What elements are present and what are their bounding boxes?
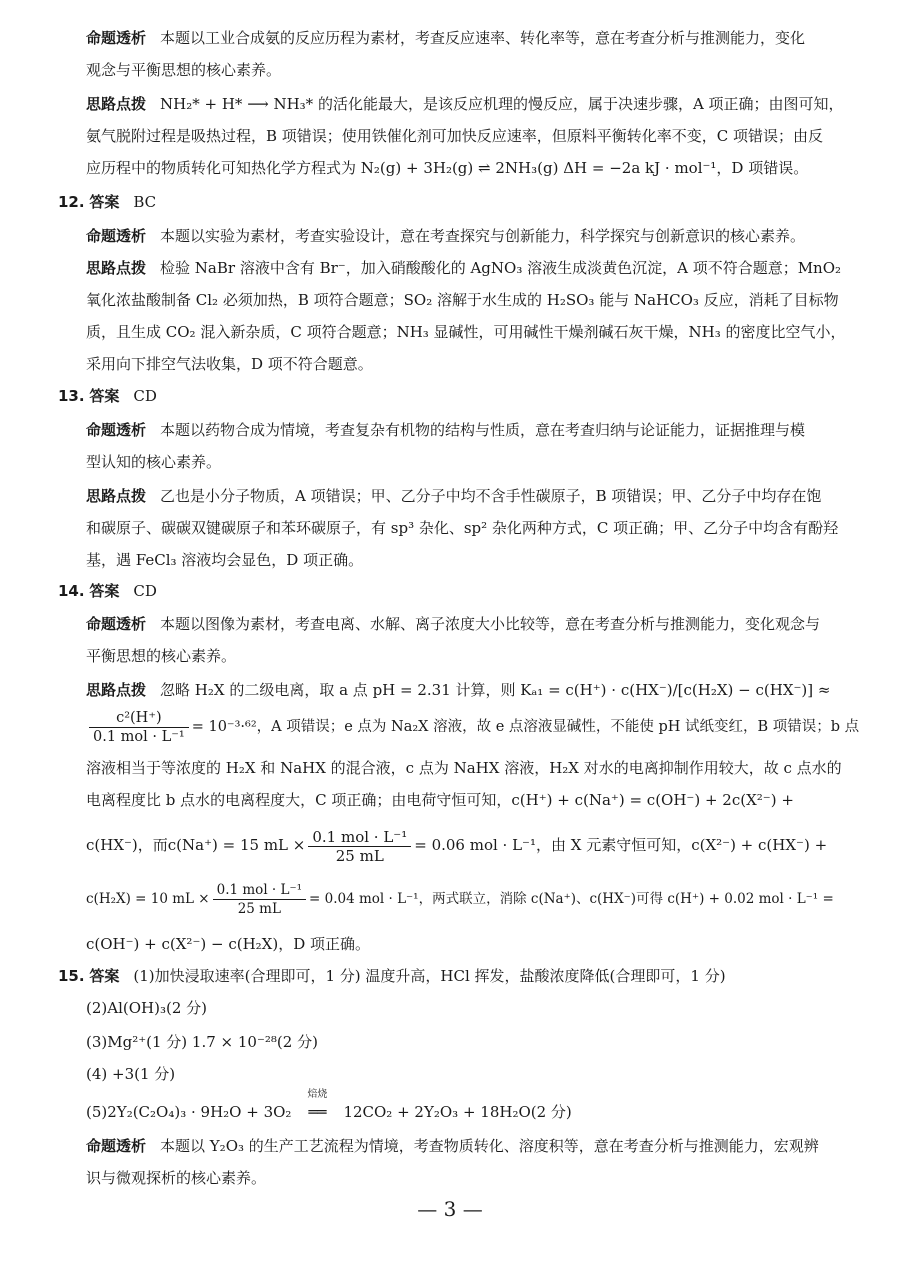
equals-sign: ══	[308, 1103, 327, 1121]
answer-value: CD	[133, 387, 157, 405]
page-number: — 3 —	[417, 1197, 483, 1221]
line-text: 和碳原子、碳碳双键碳原子和苯环碳原子，有 sp³ 杂化、sp² 杂化两种方式，C 项正确；甲、乙分子中均含有酚羟	[86, 519, 839, 537]
text-line	[86, 354, 373, 374]
section-label: 命题透析	[86, 615, 147, 633]
line-text: 观念与平衡思想的核心素养。	[86, 61, 282, 79]
question-13-answer	[58, 386, 157, 406]
line-text-after: = 0.06 mol · L⁻¹，由 X 元素守恒可知，c(X²⁻) + c(HX⁻) +	[414, 836, 828, 854]
line-text: NH₂* + H* ⟶ NH₃* 的活化能最大，是该反应机理的慢反应，属于决速步骤，A 项正确；由图可知，	[160, 95, 844, 113]
section-label: 思路点拨	[86, 681, 147, 699]
formula-line	[86, 826, 827, 865]
line-text: (3)Mg²⁺(1 分) 1.7 × 10⁻²⁸(2 分)	[86, 1033, 318, 1051]
text-line	[86, 790, 794, 810]
line-text: = 10⁻³·⁶²，A 项错误；e 点为 Na₂X 溶液，故 e 点溶液显碱性，不能使 pH 试纸变红，B 项错误；b 点	[191, 719, 860, 735]
line-text: 本题以实验为素材，考查实验设计，意在考查探究与创新能力，科学探究与创新意识的核心素养。	[160, 227, 806, 245]
text-line	[86, 1168, 266, 1188]
text-line	[86, 1064, 175, 1084]
answer-value: (1)加快浸取速率(合理即可，1 分) 温度升高，HCl 挥发，盐酸浓度降低(合理即可，1 分)	[133, 967, 726, 985]
line-text: 检验 NaBr 溶液中含有 Br⁻，加入硝酸酸化的 AgNO₃ 溶液生成淡黄色沉淀，A 项不符合题意；MnO₂	[160, 259, 842, 277]
fraction	[89, 709, 189, 746]
line-text: 型认知的核心素养。	[86, 453, 222, 471]
text-line	[86, 60, 281, 80]
line-text: 质，且生成 CO₂ 混入新杂质，C 项符合题意；NH₃ 显碱性，可用碱性干燥剂碱石灰干燥，NH₃ 的密度比空气小，	[86, 323, 846, 341]
formula-line	[86, 708, 859, 746]
text-line	[86, 550, 363, 570]
fraction-numerator: 0.1 mol · L⁻¹	[213, 881, 306, 900]
text-line	[86, 226, 805, 246]
answer-label: 答案	[89, 387, 120, 405]
reaction-condition: 焙烧	[307, 1089, 328, 1100]
text-line	[86, 518, 838, 538]
section-label: 命题透析	[86, 227, 147, 245]
line-text: 平衡思想的核心素养。	[86, 647, 237, 665]
text-line	[86, 614, 820, 634]
line-text: 乙也是小分子物质，A 项错误；甲、乙分子中均不含手性碳原子，B 项错误；甲、乙分子中均存在饱	[160, 487, 822, 505]
question-number: 12.	[58, 193, 85, 211]
fraction-numerator: c²(H⁺)	[89, 709, 189, 728]
line-text: 本题以图像为素材，考查电离、水解、离子浓度大小比较等，意在考查分析与推测能力，变化观念与	[160, 615, 821, 633]
text-line	[86, 998, 207, 1018]
answer-label: 答案	[89, 967, 120, 985]
text-line	[86, 680, 830, 700]
line-text: 识与微观探析的核心素养。	[86, 1169, 267, 1187]
reaction-equation-line	[86, 1089, 572, 1122]
question-number: 14.	[58, 582, 85, 600]
line-text: 基，遇 FeCl₃ 溶液均会显色，D 项正确。	[86, 551, 364, 569]
reaction-sign	[291, 1089, 343, 1122]
text-line	[86, 646, 236, 666]
question-number: 15.	[58, 967, 85, 985]
line-text: c(OH⁻) + c(X²⁻) − c(H₂X)，D 项正确。	[86, 935, 370, 953]
line-text: c(HX⁻)，而c(Na⁺) = 15 mL ×	[86, 836, 306, 854]
text-line	[86, 322, 846, 342]
answer-value: BC	[133, 193, 157, 211]
line-text: 采用向下排空气法收集，D 项不符合题意。	[86, 355, 373, 373]
line-text: c(H₂X) = 10 mL ×	[86, 891, 210, 907]
line-text: 本题以药物合成为情境，考查复杂有机物的结构与性质，意在考查归纳与论证能力，证据推理与模	[160, 421, 806, 439]
fraction-numerator: 0.1 mol · L⁻¹	[308, 828, 411, 847]
line-text: 忽略 H₂X 的二级电离，取 a 点 pH = 2.31 计算，则 Kₐ₁ = c(H⁺) · c(HX⁻)/[c(H₂X) − c(HX⁻)] ≈	[160, 681, 831, 699]
question-14-answer	[58, 581, 157, 601]
text-line	[86, 758, 842, 778]
line-text: 氨气脱附过程是吸热过程，B 项错误；使用铁催化剂可加快反应速率，但原料平衡转化率不变，C 项错误；由反	[86, 127, 824, 145]
section-label: 思路点拨	[86, 487, 147, 505]
line-text: 氧化浓盐酸制备 Cl₂ 必须加热，B 项符合题意；SO₂ 溶解于水生成的 H₂SO₃ 能与 NaHCO₃ 反应，消耗了目标物	[86, 291, 839, 309]
fraction	[308, 828, 411, 865]
text-line	[86, 486, 821, 506]
text-line	[86, 1032, 318, 1052]
answer-value: CD	[133, 582, 157, 600]
fraction-denominator: 0.1 mol · L⁻¹	[93, 728, 185, 745]
text-line	[86, 452, 221, 472]
question-number: 13.	[58, 387, 85, 405]
fraction-denominator: 25 mL	[335, 846, 384, 865]
text-line	[86, 126, 823, 146]
formula-line	[86, 880, 834, 918]
line-text: 应历程中的物质转化可知热化学方程式为 N₂(g) + 3H₂(g) ⇌ 2NH₃(g) ΔH = −2a kJ · mol⁻¹，D 项错误。	[86, 159, 809, 177]
section-label: 命题透析	[86, 421, 147, 439]
section-label: 思路点拨	[86, 259, 147, 277]
question-15-answer	[58, 966, 726, 986]
line-text-after: 12CO₂ + 2Y₂O₃ + 18H₂O(2 分)	[343, 1103, 572, 1121]
line-text-after: = 0.04 mol · L⁻¹，两式联立，消除 c(Na⁺)、c(HX⁻)可得 c(H⁺) + 0.02 mol · L⁻¹ =	[309, 891, 834, 907]
answer-label: 答案	[89, 582, 120, 600]
line-text: 本题以工业合成氨的反应历程为素材，考查反应速率、转化率等，意在考查分析与推测能力，变化	[160, 29, 806, 47]
text-line	[86, 94, 844, 114]
line-text: 本题以 Y₂O₃ 的生产工艺流程为情境，考查物质转化、溶度积等，意在考查分析与推测能力，宏观辨	[160, 1137, 819, 1155]
text-line	[86, 1136, 819, 1156]
text-line	[86, 420, 805, 440]
line-text: (5)2Y₂(C₂O₄)₃ · 9H₂O + 3O₂	[86, 1103, 292, 1121]
question-12-answer	[58, 192, 156, 212]
text-line	[86, 28, 805, 48]
fraction-denominator: 25 mL	[237, 901, 281, 917]
line-text: (2)Al(OH)₃(2 分)	[86, 999, 207, 1017]
text-line	[86, 158, 808, 178]
line-text: (4) +3(1 分)	[86, 1065, 176, 1083]
section-label: 命题透析	[86, 1137, 147, 1155]
line-text: 电离程度比 b 点水的电离程度大，C 项正确；由电荷守恒可知，c(H⁺) + c(Na⁺) = c(OH⁻) + 2c(X²⁻) +	[86, 791, 794, 809]
text-line	[86, 934, 370, 954]
line-text: 溶液相当于等浓度的 H₂X 和 NaHX 的混合液，c 点为 NaHX 溶液，H₂X 对水的电离抑制作用较大，故 c 点水的	[86, 759, 842, 777]
text-line	[86, 290, 839, 310]
section-label: 命题透析	[86, 29, 147, 47]
answer-label: 答案	[89, 193, 120, 211]
section-label: 思路点拨	[86, 95, 147, 113]
fraction	[213, 881, 306, 918]
text-line	[86, 258, 841, 278]
